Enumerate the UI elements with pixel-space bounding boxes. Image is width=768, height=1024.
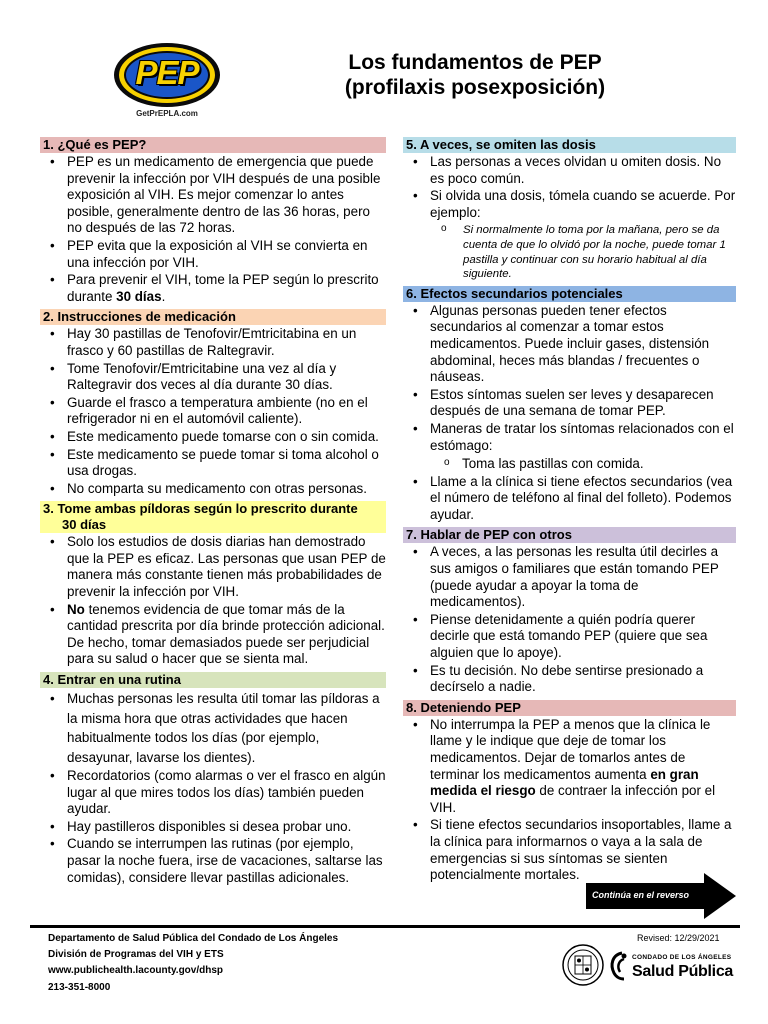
sub-list-item: o Si normalmente lo toma por la mañana, pero se da cuenta de que lo olvidó por la noche, puede tomar 1 pastilla y continuar con su horario habitual al día siguiente. — [430, 223, 736, 281]
bullet-list — [403, 154, 736, 282]
list-item: • No comparta su medicamento con otras personas. — [40, 481, 386, 498]
section-what-is-pep — [40, 137, 386, 305]
list-item: • Tome Tenofovir/Emtricitabine una vez al día y Raltegravir dos veces al día durante 30 días. — [40, 361, 386, 394]
list-item: • PEP es un medicamento de emergencia que puede prevenir la infección por VIH después de una posible exposición al VIH. Es mejor comenzar lo antes posible, generalmente dentro de las 36 horas, pero no después de las 72 horas. — [40, 154, 386, 237]
page-title — [300, 50, 650, 100]
list-item: • Llame a la clínica si tiene efectos secundarios (vea el número de teléfono al final del folleto). Podemos ayudar. — [403, 474, 736, 524]
left-column — [40, 137, 386, 890]
text-run: No interrumpa la PEP a menos que la clínica le llame y le indique que deje de tomar los medicamentos. Dejar de tomarlos antes de terminar los medicamentos aumenta — [430, 716, 711, 782]
list-item: • Cuando se interrumpen las rutinas (por ejemplo, pasar la noche fuera, irse de vacaciones, saltarse las comidas), considere llevar pastillas adicionales. — [40, 836, 386, 886]
logo-text: PEP — [135, 54, 199, 91]
list-item: • Hay 30 pastillas de Tenofovir/Emtricitabina en un frasco y 60 pastillas de Raltegravir. — [40, 326, 386, 359]
text-run: Si olvida una dosis, tómela cuando se acuerde. Por ejemplo: — [430, 188, 736, 220]
salud-publica-logo — [606, 950, 736, 984]
sub-list — [430, 456, 736, 473]
list-item — [403, 188, 736, 282]
bold-text: No — [67, 601, 85, 617]
bullet-list — [403, 717, 736, 884]
list-item: • Recordatorios (como alarmas o ver el frasco en algún lugar al que mires todos los días) también pueden ayudar. — [40, 768, 386, 818]
list-item: • Este medicamento puede tomarse con o sin comida. — [40, 429, 386, 446]
section-talking-with-others — [403, 527, 736, 695]
county-seal-icon — [562, 944, 604, 986]
footer-contact — [48, 931, 338, 996]
section-heading: 2. Instrucciones de medicación — [40, 309, 386, 325]
list-item: • Este medicamento se puede tomar si toma alcohol o usa drogas. — [40, 447, 386, 480]
section-missed-doses — [403, 137, 736, 282]
section-heading: 1. ¿Qué es PEP? — [40, 137, 386, 153]
pep-logo — [112, 40, 222, 120]
section-take-both-pills — [40, 501, 386, 668]
list-item — [40, 602, 386, 668]
footer-division: División de Programas del VIH y ETS — [48, 949, 224, 961]
list-item: • Si tiene efectos secundarios insoportables, llame a la clínica para informarnos o vaya a la sala de emergencias si sus síntomas se sienten potencialmente mortales. — [403, 817, 736, 883]
list-item: • Las personas a veces olvidan u omiten dosis. No es poco común. — [403, 154, 736, 187]
footer-department: Departamento de Salud Pública del Condado de Los Ángeles — [48, 933, 339, 944]
continue-arrow — [586, 873, 736, 919]
list-item: • Hay pastilleros disponibles si desea probar uno. — [40, 819, 386, 836]
bullet-list — [40, 534, 386, 668]
text-run: Maneras de tratar los síntomas relacionados con el estómago: — [430, 420, 734, 453]
right-column — [403, 137, 736, 888]
list-item: • Solo los estudios de dosis diarias han demostrado que la PEP es eficaz. Las personas que usan PEP de manera más constante tienen más probabilidades de prevenir la infección por VIH. — [40, 534, 386, 600]
logo-url: GetPrEPLA.com — [136, 109, 198, 118]
title-line-1: Los fundamentos de PEP — [348, 51, 602, 74]
text-run: . — [161, 288, 166, 304]
section-heading: 5. A veces, se omiten las dosis — [403, 137, 736, 153]
section-side-effects — [403, 286, 736, 524]
salud-publica-top: CONDADO DE LOS ÁNGELES — [632, 954, 732, 961]
list-item — [40, 272, 386, 305]
sub-list-item: o Toma las pastillas con comida. — [430, 456, 736, 473]
bullet-list — [40, 154, 386, 305]
revised-date: Revised: 12/29/2021 — [637, 933, 720, 943]
footer-phone: 213-351-8000 — [48, 981, 111, 993]
section-heading — [40, 501, 386, 533]
text-run: tenemos evidencia de que tomar más de la cantidad prescrita por día brinde protección adicional. De hecho, tomar demasiados puede ser perjudicial para su salud o hacer que se sienta mal. — [67, 601, 385, 667]
salud-publica-mark-icon — [608, 951, 630, 981]
bullet-list — [40, 326, 386, 497]
bold-text: 30 días — [116, 288, 162, 304]
continue-label: Continúa en el reverso — [592, 890, 690, 900]
list-item: • Muchas personas les resulta útil tomar las píldoras a la misma hora que otras actividades que hacen habitualmente todos los días (por ejemplo, desayunar, lavarse los dientes). — [40, 689, 386, 767]
footer-divider — [30, 925, 740, 928]
text-run: Para prevenir el VIH, tome la PEP según lo prescrito durante — [67, 272, 379, 304]
section-routine — [40, 672, 386, 886]
bold-text: en gran medida el riesgo — [430, 766, 699, 799]
list-item: • PEP evita que la exposición al VIH se convierta en una infección por VIH. — [40, 238, 386, 271]
bullet-list — [403, 544, 736, 695]
bullet-list — [40, 689, 386, 886]
list-item: • Estos síntomas suelen ser leves y desaparecen después de una semana de tomar PEP. — [403, 387, 736, 420]
section-stopping-pep — [403, 700, 736, 884]
salud-publica-bottom: Salud Pública — [632, 963, 734, 980]
list-item: • Es tu decisión. No debe sentirse presionado a decírselo a nadie. — [403, 663, 736, 696]
footer-website: www.publichealth.lacounty.gov/dhsp — [48, 965, 224, 977]
section-heading: 8. Deteniendo PEP — [403, 700, 736, 716]
text-run: de contraer la infección por el VIH. — [430, 783, 716, 815]
list-item: • Algunas personas pueden tener efectos secundarios al comenzar a tomar estos medicamentos. Puede incluir gases, distensión abdominal, heces más blandas / frecuentes o náuseas. — [403, 303, 736, 386]
section-heading: 7. Hablar de PEP con otros — [403, 527, 736, 543]
sub-list — [430, 223, 736, 281]
heading-line: 3. Tome ambas píldoras según lo prescrito durante — [43, 501, 358, 517]
list-item: • A veces, a las personas les resulta útil decirles a sus amigos o familiares que están tomando PEP (puede ayudar a apoyar la toma de medicamentos). — [403, 544, 736, 610]
section-medication-instructions — [40, 309, 386, 497]
list-item: • Piense detenidamente a quién podría querer decirle que está tomando PEP (quiere que sea alguien que lo apoye). — [403, 612, 736, 662]
section-heading: 4. Entrar en una rutina — [40, 672, 386, 688]
list-item: • Guarde el frasco a temperatura ambiente (no en el refrigerador ni en el automóvil caliente). — [40, 395, 386, 428]
bullet-list — [403, 303, 736, 524]
section-heading: 6. Efectos secundarios potenciales — [403, 286, 736, 302]
title-line-2: (profilaxis posexposición) — [344, 76, 606, 99]
list-item — [403, 717, 736, 817]
list-item — [403, 421, 736, 473]
heading-line: 30 días — [62, 517, 107, 533]
